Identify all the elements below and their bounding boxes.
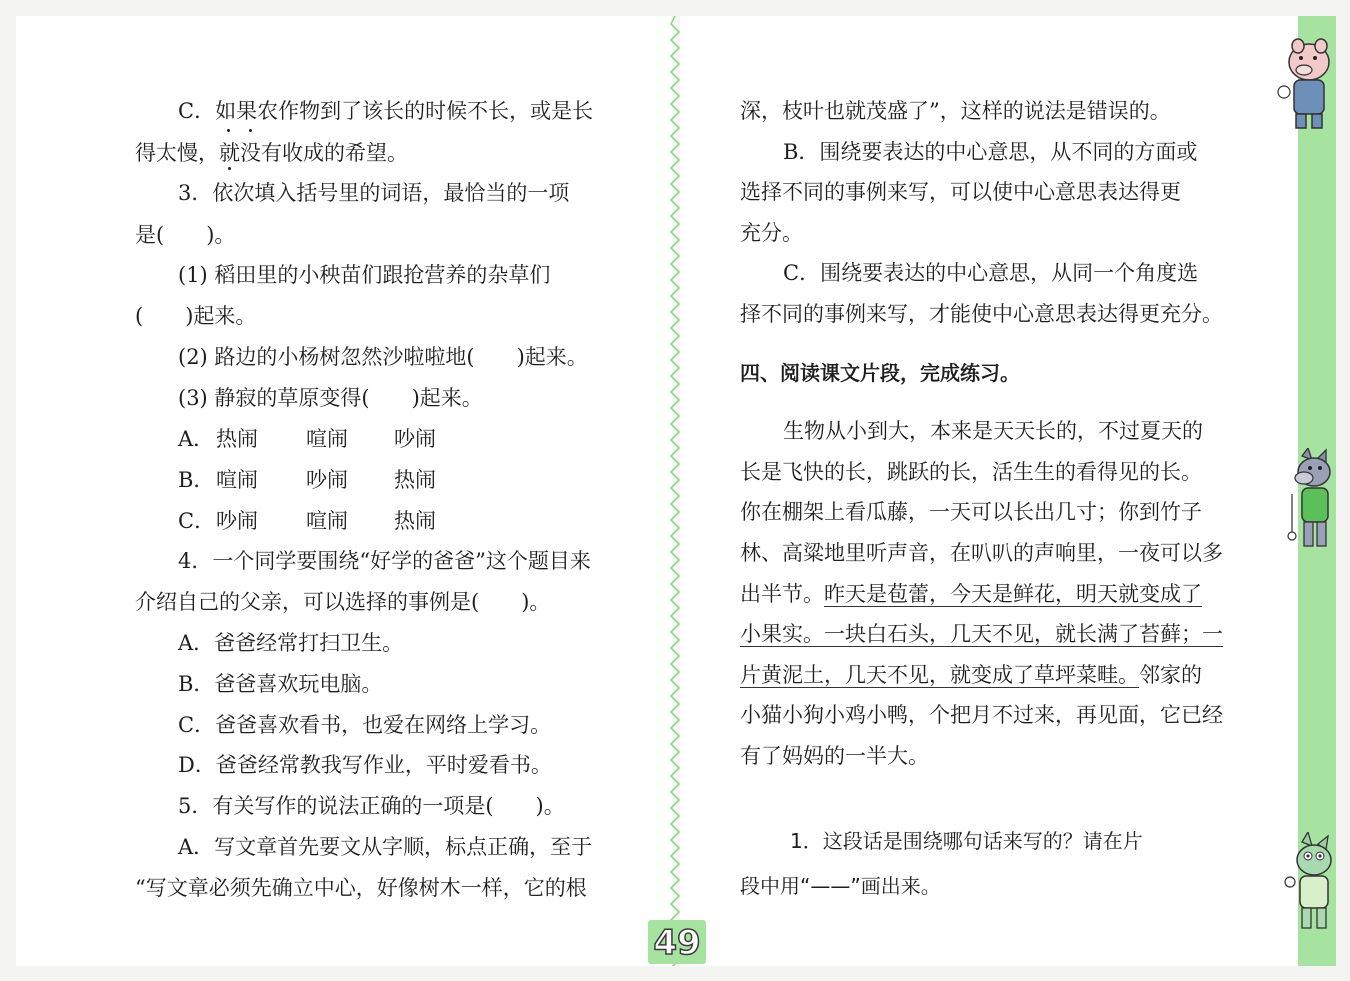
option-word: 喧闹: [306, 427, 348, 451]
q2c-text-dotted: 就没有: [219, 141, 282, 165]
passage-line: [740, 579, 1202, 609]
passage-line: 林、高粱地里听声音，在叭叭的声响里，一夜可以多: [740, 541, 1223, 565]
passage-line: [740, 619, 1223, 649]
q4-option-c: C．爸爸喜欢看书，也爱在网络上学习。: [178, 713, 552, 737]
passage-line: 小猫小狗小鸡小鸭，个把月不过来，再见面，它已经: [740, 703, 1223, 727]
q4-stem-line2: 介绍自己的父亲，可以选择的事例是( )。: [135, 590, 551, 614]
option-letter: C．: [178, 509, 216, 533]
q3-stem-line2: 是( )。: [135, 223, 236, 247]
exercise-1-line2: 段中用“——”画出来。: [740, 874, 941, 898]
underlined-key-sentence: 片黄泥土，几天不见，就变成了草坪菜畦。: [740, 663, 1139, 687]
q5-stem: 5．有关写作的说法正确的一项是( )。: [178, 794, 565, 818]
passage-line: 长是飞快的长，跳跃的长，活生生的看得见的长。: [740, 460, 1202, 484]
passage-line: [740, 660, 1202, 690]
q5-option-c-line2: 择不同的事例来写，才能使中心意思表达得更充分。: [740, 302, 1223, 326]
dotted-emphasis-word: [219, 141, 282, 165]
wolf-mascot-icon: [1282, 448, 1338, 560]
q5-option-a-line3: 深，枝叶也就茂盛了”，这样的说法是错误的。: [740, 99, 1171, 123]
passage-text: 出半节。: [740, 582, 824, 606]
fox-mascot-icon: [1280, 832, 1338, 932]
option-word: 热闹: [394, 468, 436, 492]
q2-option-c-line2: [135, 138, 408, 168]
q3-stem-line1: 3．依次填入括号里的词语，最恰当的一项: [178, 181, 570, 205]
q5-option-a-line2: “写文章必须先确立中心，好像树木一样，它的根: [135, 876, 587, 900]
q3-option-a: [178, 424, 436, 454]
q4-option-b: B．爸爸喜欢玩电脑。: [178, 672, 383, 696]
section-heading: 四、阅读课文片段，完成练习。: [740, 361, 1020, 385]
option-word: 喧闹: [306, 509, 348, 533]
page-spine: [668, 16, 682, 966]
q5-option-b-line2: 选择不同的事例来写，可以使中心意思表达得更: [740, 180, 1181, 204]
underlined-key-sentence: 昨天是苞蕾，今天是鲜花，明天就变成了: [824, 582, 1202, 606]
option-word: 热闹: [394, 509, 436, 533]
q4-option-d: D．爸爸经常教我写作业，平时爱看书。: [178, 753, 552, 777]
q2c-text-pre: 得太慢，: [135, 141, 219, 165]
q4-option-a: A．爸爸经常打扫卫生。: [178, 631, 404, 655]
q5-option-a-line1: A．写文章首先要文从字顺，标点正确，至于: [178, 835, 593, 859]
q2c-text-post: 收成的希望。: [282, 141, 408, 165]
pig-mascot-icon: [1276, 36, 1338, 132]
passage-line: 你在棚架上看瓜藤，一天可以长出几寸；你到竹子: [740, 500, 1202, 524]
passage-line: 生物从小到大，本来是天天长的，不过夏天的: [783, 419, 1203, 443]
option-word: 吵闹: [394, 427, 436, 451]
q5-option-c-line1: C．围绕要表达的中心意思，从同一个角度选: [783, 261, 1199, 285]
q3-sentence-3: (3) 静寂的草原变得( )起来。: [178, 386, 483, 410]
q2-option-c-line1: C．如果农作物到了该长的时候不长，或是长: [178, 99, 594, 123]
q5-option-b-line1: B．围绕要表达的中心意思，从不同的方面或: [783, 140, 1198, 164]
q3-option-b: [178, 465, 436, 495]
exercise-1-line1: 1．这段话是围绕哪句话来写的？请在片: [790, 829, 1143, 853]
passage-line: 有了妈妈的一半大。: [740, 744, 929, 768]
q5-option-b-line3: 充分。: [740, 221, 803, 245]
passage-text: 邻家的: [1139, 663, 1202, 687]
option-letter: B．: [178, 468, 215, 492]
option-word: 热闹: [216, 427, 258, 451]
q3-sentence-1-line1: (1) 稻田里的小秧苗们跟抢营养的杂草们: [178, 263, 551, 287]
q3-option-c: [178, 506, 436, 536]
option-word: 吵闹: [216, 509, 258, 533]
q3-sentence-1-line2: ( )起来。: [135, 304, 257, 328]
option-word: 吵闹: [306, 468, 348, 492]
underlined-key-sentence: 小果实。一块白石头，几天不见，就长满了苔藓；一: [740, 622, 1223, 646]
q4-stem-line1: 4．一个同学要围绕“好学的爸爸”这个题目来: [178, 549, 591, 573]
option-letter: A．: [178, 427, 215, 451]
page-number: 49: [648, 920, 706, 964]
q3-sentence-2: (2) 路边的小杨树忽然沙啦啦地( )起来。: [178, 345, 588, 369]
option-word: 喧闹: [216, 468, 258, 492]
